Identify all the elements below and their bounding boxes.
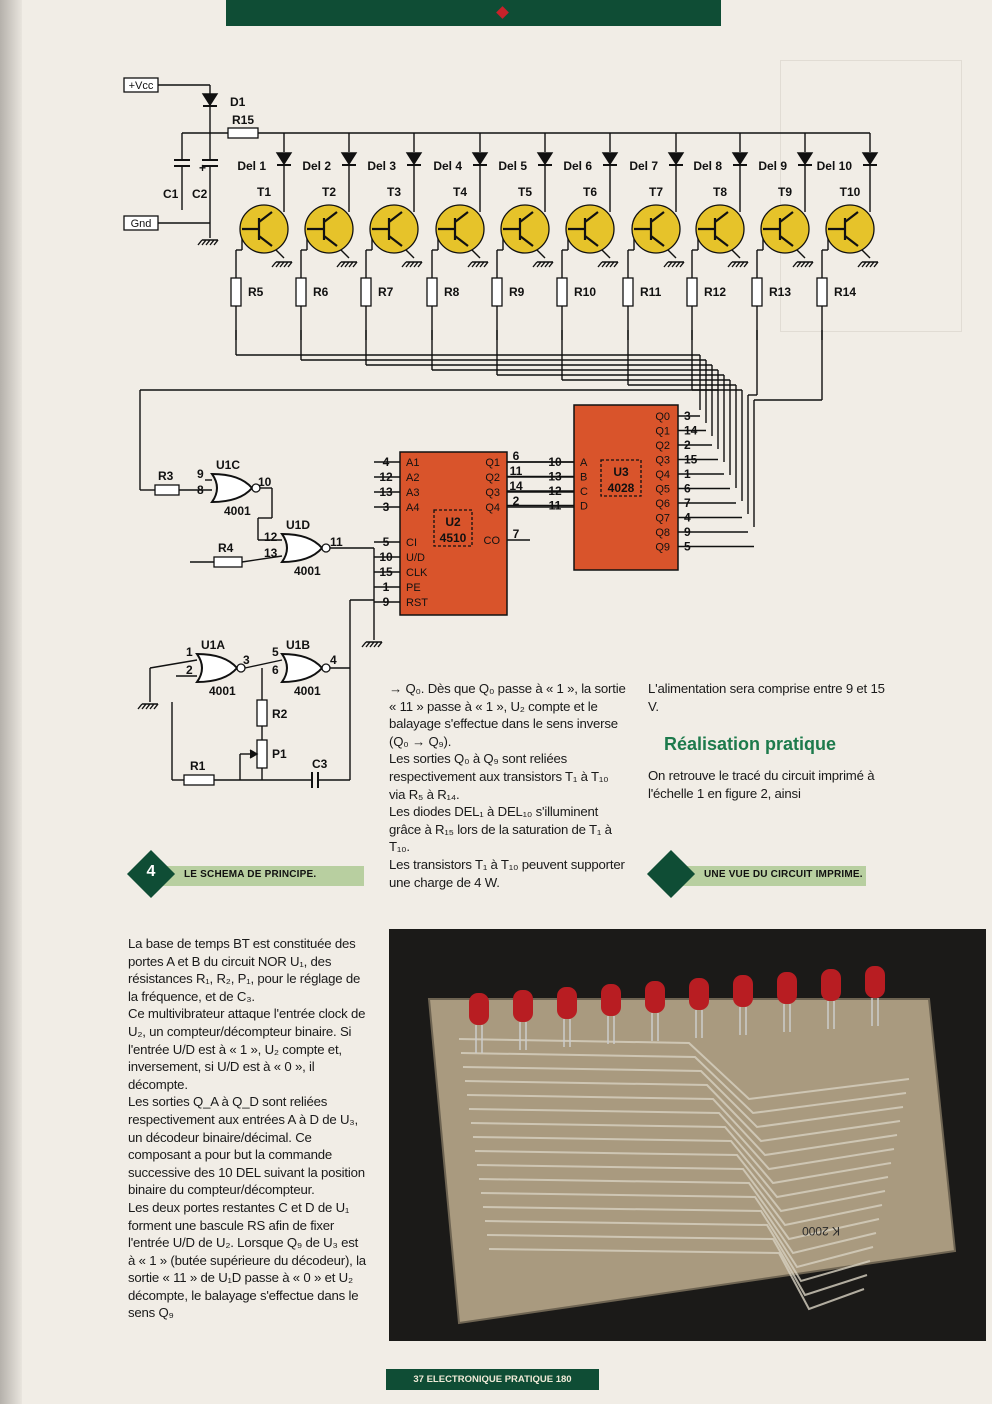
- resistor-label: R5: [248, 285, 264, 299]
- u2-pin-name: A4: [406, 502, 420, 514]
- p1-label: P1: [272, 747, 287, 761]
- u3-pin-num: 5: [684, 539, 691, 554]
- resistor-14: [817, 278, 827, 306]
- u2-pin-name: PE: [406, 582, 421, 594]
- gate-label: U1C: [216, 458, 241, 472]
- resistor-10: [557, 278, 567, 306]
- u3-pin-num: 10: [548, 455, 562, 469]
- pcb-photo: [389, 929, 986, 1341]
- u2-pin-num: 9: [382, 595, 390, 609]
- u3-pin-name: Q2: [655, 440, 670, 452]
- resistor-12: [687, 278, 697, 306]
- u3-pin-name: Q5: [655, 483, 670, 496]
- u3-type: 4028: [607, 481, 635, 495]
- u2-pin-num: 13: [379, 485, 393, 499]
- paragraph: Les sorties Q₀ à Q₉ sont reliées respectivement aux transistors T₁ à T₁₀ via R₅ à R₁₄.: [389, 751, 609, 802]
- paragraph: Les diodes DEL₁ à DEL₁₀ s'illuminent grâce à R₁₅ lors de la saturation de T₁ à T₁₀.: [389, 804, 612, 855]
- left-column-text: [128, 935, 366, 1322]
- pin-num: 9: [197, 467, 204, 481]
- u2-pin-name: CLK: [406, 567, 428, 579]
- middle-column-text: [389, 680, 628, 891]
- section-title: LE SCHEMA DE PRINCIPE.: [184, 869, 317, 880]
- u2-pin-name: Q3: [485, 487, 500, 499]
- transistor-label: T7: [648, 185, 664, 199]
- u2-pin-num: 6: [512, 449, 520, 463]
- u2-pin-num: 7: [512, 527, 520, 541]
- u2-pin-name: Q1: [485, 457, 500, 469]
- u2-pin-num: 1: [382, 580, 390, 594]
- u3-pin-num: 11: [548, 498, 562, 513]
- gate-type: 4001: [224, 504, 251, 518]
- u2-pin-name: RST: [406, 597, 428, 609]
- u3-pin-num: 6: [684, 481, 691, 496]
- resistor-label: R14: [834, 285, 857, 299]
- u3-pin-name: A: [580, 457, 588, 469]
- transistor-label: T3: [386, 185, 402, 199]
- gate-label: U1A: [201, 638, 226, 652]
- transistor-label: T2: [321, 185, 337, 199]
- u3-pin-name: B: [580, 471, 588, 484]
- u3-pin-num: 2: [684, 438, 691, 452]
- u3-pin-name: Q4: [655, 469, 670, 481]
- paragraph: Les sorties Q_A à Q_D sont reliées respectivement aux entrées A à D de U₃, un décodeur binaire/décimal. Ce composant a pour but la commande successive des 10 DEL suivant la position binaire du compteur/décompteur.: [128, 1094, 365, 1198]
- r4-label: R4: [218, 541, 234, 555]
- del-label: Del 4: [433, 159, 462, 173]
- u2-pin-name: CO: [483, 535, 500, 547]
- u3-pin-name: C: [580, 486, 588, 498]
- del-label: Del 6: [563, 159, 592, 173]
- u3-pin-name: Q8: [655, 527, 670, 539]
- r2-resistor: [257, 700, 267, 726]
- pcb-photo-drawing: [389, 929, 986, 1341]
- resistor-13: [752, 278, 762, 306]
- c2-label: C2: [192, 187, 208, 201]
- resistor-label: R7: [378, 285, 394, 299]
- del-label: Del 8: [693, 159, 722, 173]
- u3-pin-num: 12: [548, 484, 562, 498]
- board-label: K 2000: [802, 1224, 841, 1238]
- u2-pin-name: U/D: [406, 552, 425, 564]
- resistor-7: [361, 278, 371, 306]
- gate-bubble: [322, 664, 330, 672]
- u3-pin-name: Q7: [655, 512, 670, 525]
- resistor-label: R9: [509, 285, 525, 299]
- paragraph: → Q₀. Dès que Q₀ passe à « 1 », la sortie « 11 » passe à « 1 », U₂ compte et le balayage s'effectue dans le sens inverse (Q₀ → Q₉).: [389, 681, 626, 749]
- paragraph: L'alimentation sera comprise entre 9 et 15 V.: [648, 681, 885, 714]
- u3-label: U3: [613, 465, 629, 479]
- u2-pin-num: 11: [509, 464, 523, 478]
- gate-type: 4001: [294, 564, 321, 578]
- p1-potentiometer: [257, 740, 267, 768]
- del-label: Del 3: [367, 159, 396, 173]
- u2-pin-num: 4: [382, 455, 390, 469]
- section-caption-photo: [648, 857, 866, 891]
- u2-pin-name: CI: [406, 537, 417, 549]
- r3-resistor: [155, 485, 179, 495]
- u3-pin-name: Q0: [655, 411, 670, 423]
- section-title: UNE VUE DU CIRCUIT IMPRIME.: [704, 869, 863, 880]
- u2-pin-num: 5: [382, 535, 390, 549]
- resistor-6: [296, 278, 306, 306]
- resistor-8: [427, 278, 437, 306]
- u3-pin-name: Q3: [655, 454, 670, 467]
- r1-label: R1: [190, 759, 206, 773]
- r2-label: R2: [272, 707, 288, 721]
- resistor-label: R8: [444, 285, 460, 299]
- right-column-intro: [648, 680, 888, 715]
- pin-num: 6: [272, 663, 279, 677]
- r4-resistor: [214, 557, 242, 567]
- transistor-label: T9: [777, 185, 793, 199]
- u2-pin-num: 12: [379, 470, 393, 484]
- transistor-label: T8: [712, 185, 728, 199]
- c1-label: C1: [163, 187, 179, 201]
- pin-num: 1: [186, 645, 193, 659]
- vcc-label: +Vcc: [128, 80, 154, 92]
- resistor-label: R13: [769, 285, 792, 299]
- pin-num: 13: [264, 546, 278, 560]
- right-column-body: [648, 767, 888, 802]
- section-number: 4: [146, 863, 156, 880]
- pin-num: 3: [243, 653, 250, 667]
- gate-label: U1D: [286, 518, 311, 532]
- gate-bubble: [322, 544, 330, 552]
- u2-pin-num: 2: [512, 494, 520, 508]
- pin-num: 12: [264, 530, 278, 544]
- r15-label: R15: [232, 113, 255, 127]
- resistor-label: R12: [704, 285, 727, 299]
- u2-pin-num: 15: [379, 565, 393, 579]
- gate-type: 4001: [294, 684, 321, 698]
- r3-label: R3: [158, 469, 174, 483]
- section-heading: Réalisation pratique: [664, 734, 837, 754]
- r15-resistor: [228, 128, 258, 138]
- del-label: Del 7: [629, 159, 658, 173]
- paragraph: Les transistors T₁ à T₁₀ peuvent supporter une charge de 4 W.: [389, 856, 625, 890]
- u2-label: U2: [445, 515, 461, 529]
- pin-num: 10: [258, 475, 272, 489]
- del-label: Del 9: [758, 159, 787, 173]
- u3-pin-num: 14: [684, 423, 698, 438]
- page-footer: 37 ELECTRONIQUE PRATIQUE 180: [386, 1369, 599, 1390]
- u3-pin-name: D: [580, 500, 588, 513]
- u2-pin-num: 3: [382, 500, 390, 514]
- u3-pin-num: 7: [684, 496, 691, 510]
- u3-pin-name: Q9: [655, 541, 670, 554]
- resistor-5: [231, 278, 241, 306]
- transistor-label: T10: [839, 185, 861, 199]
- u2-pin-name: A3: [406, 487, 420, 499]
- transistor-label: T4: [452, 185, 468, 199]
- u3-pin-num: 4: [684, 510, 691, 525]
- u3-pin-num: 9: [684, 525, 691, 539]
- resistor-9: [492, 278, 502, 306]
- u3-pin-num: 3: [684, 409, 691, 423]
- u2-pin-name: A2: [406, 472, 420, 484]
- u3-pin-num: 1: [684, 467, 691, 481]
- transistor-label: T1: [256, 185, 272, 199]
- section-caption-schema: [128, 857, 364, 891]
- del-label: Del 5: [498, 159, 527, 173]
- pin-num: 11: [330, 535, 343, 549]
- gate-type: 4001: [209, 684, 236, 698]
- c3-label: C3: [312, 757, 328, 771]
- del-label: Del 10: [816, 159, 852, 173]
- u2-pin-num: 14: [509, 479, 523, 493]
- u3-pin-name: Q6: [655, 498, 670, 510]
- u2-type: 4510: [439, 531, 467, 545]
- resistor-label: R6: [313, 285, 329, 299]
- r1-resistor: [184, 775, 214, 785]
- u2-pin-name: Q4: [485, 502, 500, 514]
- gate-label: U1B: [286, 638, 311, 652]
- u2-pin-name: Q2: [485, 472, 500, 484]
- transistor-label: T6: [582, 185, 598, 199]
- resistor-label: R11: [640, 285, 662, 299]
- d1-label: D1: [230, 95, 246, 109]
- paragraph: On retrouve le tracé du circuit imprimé à l'échelle 1 en figure 2, ainsi: [648, 768, 875, 801]
- pin-num: 4: [330, 653, 337, 667]
- del-label: Del 1: [237, 159, 266, 173]
- pin-num: 5: [272, 645, 279, 659]
- u3-pin-name: Q1: [655, 425, 670, 438]
- resistor-11: [623, 278, 633, 306]
- paragraph: Les deux portes restantes C et D de U₁ forment une bascule RS afin de fixer l'entrée U/D de U₂. Lorsque Q₉ de U₃ est à « 1 » (butée supérieure du décodeur), la sortie « 11 » de U₁D passe à « 0 » et U₂ décompte, le balayage s'effectue dans le sens Q₉: [128, 1199, 366, 1321]
- pin-num: 8: [197, 483, 204, 497]
- pin-num: 2: [186, 663, 193, 677]
- u3-pin-num: 15: [684, 452, 698, 467]
- u2-pin-name: A1: [406, 457, 420, 469]
- c2-plus: +: [199, 161, 207, 175]
- paragraph: Ce multivibrateur attaque l'entrée clock de U₂, un compteur/décompteur binaire. Si l'entrée U/D est à « 1 », U₂ compte et, inversement, si U/D est à « 0 », il décompte.: [128, 1006, 366, 1092]
- u2-pin-num: 10: [379, 550, 393, 564]
- paragraph: La base de temps BT est constituée des portes A et B du circuit NOR U₁, des résistances R₁, R₂, P₁, pour le réglage de la fréquence, et de C₃.: [128, 936, 361, 1004]
- gnd-label: Gnd: [130, 218, 152, 230]
- del-label: Del 2: [302, 159, 331, 173]
- u3-pin-num: 13: [548, 469, 562, 484]
- resistor-label: R10: [574, 285, 597, 299]
- transistor-label: T5: [517, 185, 533, 199]
